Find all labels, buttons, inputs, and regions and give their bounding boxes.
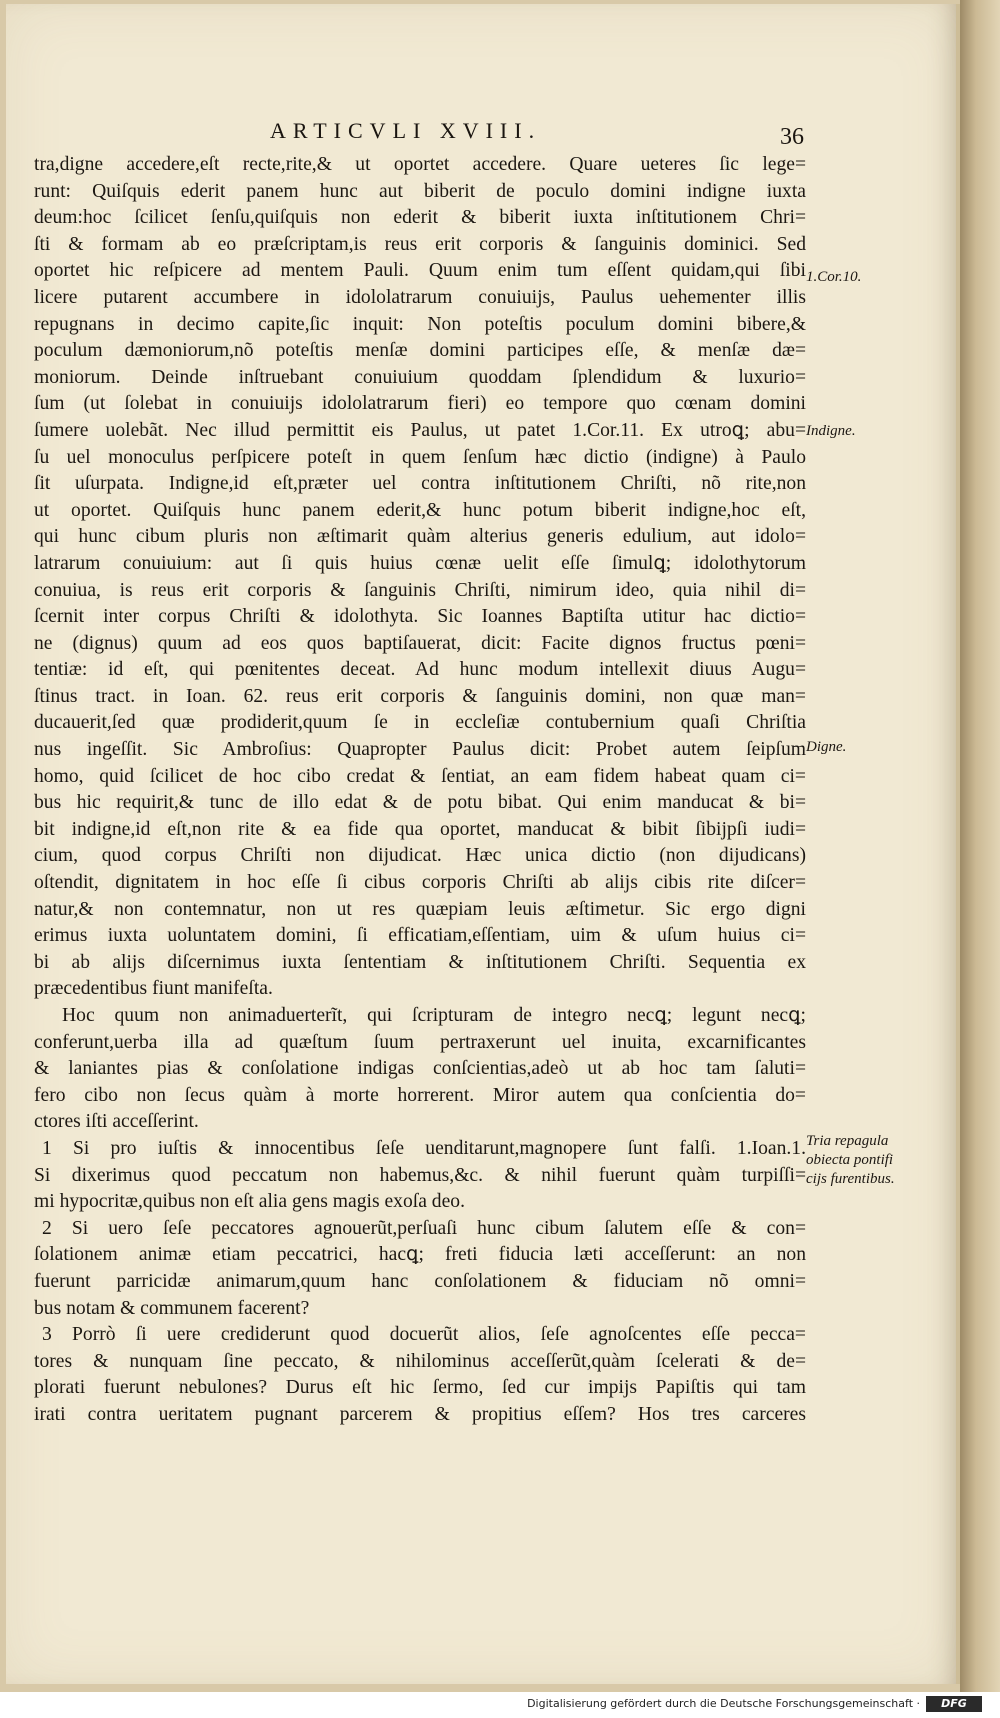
text-line: deum:hoc ſcilicet ſenſu,quiſquis non ederit & biberit iuxta inſtitutionem Chri= — [34, 207, 806, 229]
numbered-line: 1 Si pro iuſtis & innocentibus ſeſe uenditarunt,magnopere ſunt falſi. 1.Ioan.1. — [42, 1137, 806, 1159]
text-line: homo, quid ſcilicet de hoc cibo credat & ſentiat, an eam fidem habeat quam ci= — [34, 765, 806, 787]
text-line: præcedentibus fiunt manifeſta. — [34, 978, 273, 1000]
text-line: ut oportet. Quiſquis hunc panem ederit,& hunc potum biberit indigne,hoc eſt, — [34, 499, 806, 521]
paragraph-start-line: Hoc quum non animaduerterĩt, qui ſcripturam de integro necꝗ; legunt necꝗ; — [62, 1005, 806, 1026]
text-line: repugnans in decimo capite,ſic inquit: Non poteſtis poculum domini bibere,& — [34, 313, 806, 335]
text-line: tentiæ: id eſt, qui pœnitentes deceat. Ad hunc modum intellexit diuus Augu= — [34, 659, 806, 681]
text-line: bit indigne,id eſt,non rite & ea fide qua oportet, manducat & bibit ſibijpſi iudi= — [34, 818, 806, 840]
dfg-logo-icon: DFG — [926, 1696, 982, 1712]
text-line: ducauerit,ſed quæ prodiderit,quum ſe in eccleſiæ contubernium quaſi Chriſtia — [34, 712, 806, 734]
text-line: nus ingeſſit. Sic Ambroſius: Quapropter Paulus dicit: Probet autem ſeipſum — [34, 739, 806, 761]
text-line: Si dixerimus quod peccatum non habemus,&c. & nihil fuerunt quàm turpiſſi= — [34, 1164, 806, 1186]
text-line: mi hypocritæ,quibus non eſt alia gens magis exoſa deo. — [34, 1191, 465, 1213]
footer-credit: Digitalisierung gefördert durch die Deutsche Forschungsgemeinschaft · — [527, 1697, 920, 1710]
running-head: ARTICVLI XVIII. — [270, 118, 542, 143]
text-line: qui hunc cibum pluris non æſtimarit quàm alterius generis edulium, aut idolo= — [34, 526, 806, 548]
text-line: ſit uſurpata. Indigne,id eſt,præter uel contra inſtitutionem Chriſti, nõ rite,non — [34, 473, 806, 495]
text-line: fuerunt parricidæ animarum,quum hanc conſolationem & fiduciam nõ omni= — [34, 1270, 806, 1292]
text-line: conuiua, is reus erit corporis & ſanguinis Chriſti, nimirum ideo, quia nihil di= — [34, 579, 806, 601]
body-text — [34, 152, 806, 1429]
folio-number: 36 — [780, 124, 804, 150]
margin-note-tria-repagula: Tria repagula obiecta pontifi cijs furentibus. — [806, 1133, 895, 1187]
text-line: oportet hic reſpicere ad mentem Pauli. Quum enim tum eſſent quidam,qui ſibi — [34, 260, 806, 282]
text-line: fero cibo non ſecus quàm à morte horrerent. Miror autem qua conſcientia do= — [34, 1084, 806, 1106]
text-line: ſu uel monoculus perſpicere poteſt in quem ſenſum hæc dictio (indigne) à Paulo — [34, 446, 806, 468]
text-line: ctores iſti acceſſerint. — [34, 1111, 199, 1133]
text-line: licere putarent accumbere in idololatrarum conuiuijs, Paulus uehementer illis — [34, 286, 806, 308]
text-line: ſumere uolebãt. Nec illud permittit eis Paulus, ut patet 1.Cor.11. Ex utroꝗ; abu= — [34, 419, 806, 441]
numbered-line: 3 Porrò ſi uere crediderunt quod docuerũt alios, ſeſe agnoſcentes eſſe pecca= — [42, 1324, 806, 1346]
text-line: latrarum conuiuium: aut ſi quis huius cœnæ uelit eſſe ſimulꝗ; idolothytorum — [34, 552, 806, 574]
margin-note-digne: Digne. — [806, 739, 847, 755]
margin-note-cor: 1.Cor.10. — [806, 269, 862, 285]
text-line: bus notam & communem facerent? — [34, 1297, 310, 1319]
text-line: bus hic requirit,& tunc de illo edat & de potu bibat. Qui enim manducat & bi= — [34, 792, 806, 814]
text-line: ſti & formam ab eo præſcriptam,is reus erit corporis & ſanguinis dominici. Sed — [34, 233, 806, 255]
digitization-footer — [0, 1694, 990, 1716]
text-line: plorati fuerunt nebulones? Durus eſt hic ſermo, ſed cur impijs Papiſtis qui tam — [34, 1377, 806, 1399]
text-line: ſolationem animæ etiam peccatrici, hacꝗ; freti fiducia læti acceſſerunt: an non — [34, 1244, 806, 1266]
text-line: ne (dignus) quum ad eos quos baptiſauerat, dicit: Facite dignos fructus pœni= — [34, 632, 806, 654]
text-line: & laniantes pias & conſolatione indigas conſcientias,adeò ut ab hoc tam ſaluti= — [34, 1058, 806, 1080]
text-line: ſum (ut ſolebat in conuiuijs idololatrarum fieri) eo tempore quo cœnam domini — [34, 393, 806, 415]
text-line: ſcernit inter corpus Chriſti & idolothyta. Sic Ioannes Baptiſta utitur hac dictio= — [34, 606, 806, 628]
text-line: natur,& non contemnatur, non ut res quæpiam leuis æſtimetur. Sic ergo digni — [34, 898, 806, 920]
text-line: conferunt,uerba illa ad quæſtum ſuum pertraxerunt uel inuita, excarnificantes — [34, 1031, 806, 1053]
text-line: irati contra ueritatem pugnant parcerem & propitius eſſem? Hos tres carceres — [34, 1403, 806, 1425]
numbered-line: 2 Si uero ſeſe peccatores agnouerũt,perſuaſi hunc cibum ſalutem eſſe & con= — [42, 1217, 806, 1239]
text-line: bi ab alijs diſcernimus iuxta ſententiam & inſtitutionem Chriſti. Sequentia ex — [34, 951, 806, 973]
text-line: oſtendit, dignitatem in hoc eſſe ſi cibus corporis Chriſti ab alijs cibis rite diſcer= — [34, 872, 806, 894]
text-line: erimus iuxta uoluntatem domini, ſi efficatiam,eſſentiam, uim & uſum huius ci= — [34, 925, 806, 947]
text-line: tores & nunquam ſine peccato, & nihilominus acceſſerũt,quàm ſcelerati & de= — [34, 1350, 806, 1372]
margin-note-indigne: Indigne. — [806, 423, 856, 439]
text-line: moniorum. Deinde inſtruebant conuiuium quoddam ſplendidum & luxurio= — [34, 366, 806, 388]
book-edge — [960, 0, 1000, 1692]
text-line: cium, quod corpus Chriſti non dijudicat. Hæc unica dictio (non dijudicans) — [34, 845, 806, 867]
text-line: runt: Quiſquis ederit panem hunc aut biberit de poculo domini indigne iuxta — [34, 180, 806, 202]
text-line: ſtinus tract. in Ioan. 62. reus erit corporis & ſanguinis domini, non quæ man= — [34, 685, 806, 707]
text-line: poculum dæmoniorum,nõ poteſtis menſæ domini participes eſſe, & menſæ dæ= — [34, 340, 806, 362]
text-line: tra,digne accedere,eſt recte,rite,& ut oportet accedere. Quare ueteres ſic lege= — [34, 154, 806, 175]
